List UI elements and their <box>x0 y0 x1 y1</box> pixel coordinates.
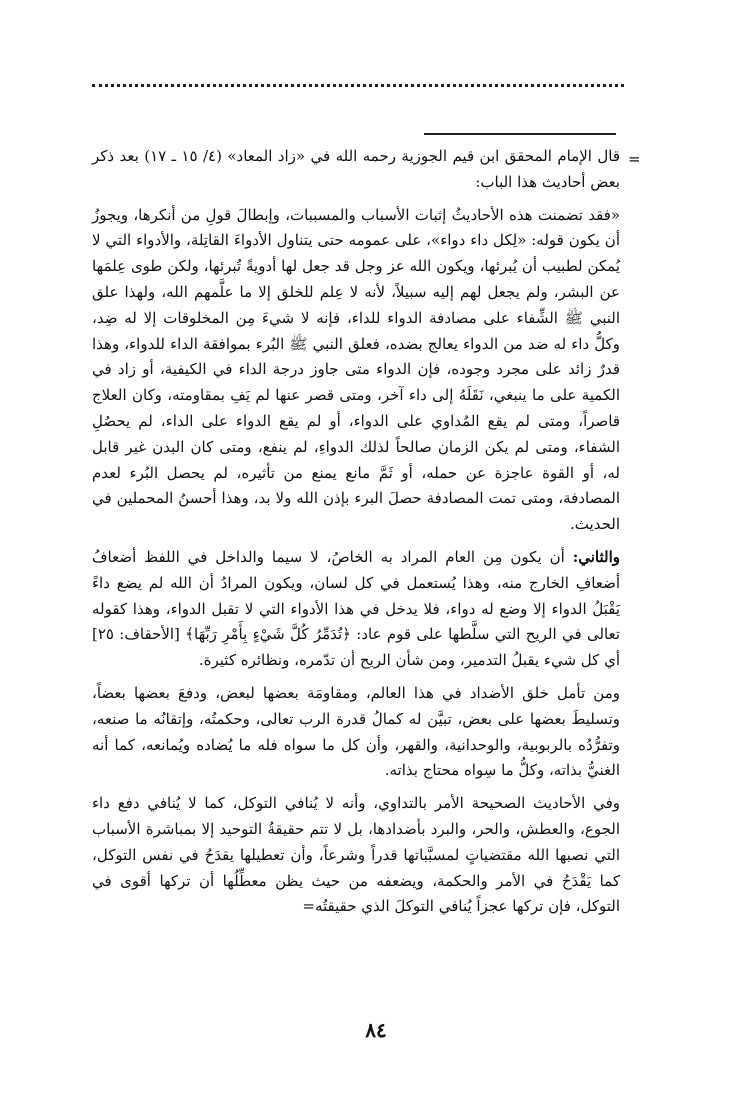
paragraph-text: قال الإمام المحقق ابن قيم الجوزية رحمه الله في «زاد المعاد» (٤/ ١٥ ـ ١٧) بعد ذكر بعض أحاديث هذا الباب: <box>92 147 620 191</box>
continuation-marker: = <box>628 150 641 168</box>
footnote-rule <box>424 133 616 135</box>
dotted-separator <box>92 84 624 87</box>
paragraph-text: ومن تأمل خلق الأضداد في هذا العالم، ومقاومَة بعضها لبعض، ودفعَ بعضها بعضاً، وتسليطَ بعضها على بعض، تبيَّن له كمالُ قدرة الرب تعالى، وحكمتُه، وإتقانُه ما صنعه، وتفرُّدُه بالربوبية، والوحدانية، والقهر، وأن كل ما سواه فله ما يُضاده ويُمانعه، كما أنه الغنيُّ بذاته، وكلُّ ما سِواه محتاج بذاته. <box>92 683 620 780</box>
opposites-paragraph <box>92 681 620 784</box>
footnote-text <box>92 144 620 927</box>
remedy-paragraph <box>92 791 620 920</box>
page-number: ٨٤ <box>365 1018 387 1042</box>
quote-paragraph <box>92 203 620 538</box>
paragraph-text: «فقد تضمنت هذه الأحاديثُ إثبات الأسباب والمسببات، وإبطالَ قولِ من أنكرها، ويجوزُ أن يكون قوله: «لِكل داء دواء»، على عمومه حتى يتناول الأدواءَ القاتِلة، والأدواء التي لا يُمكن لطبيب أن يُبرئها، ويكون الله عز وجل قد جعل لها أدويةً تُبرئها، ولكن طوى عِلمَها عن البشر، ولم يجعل لهم إليه سبيلاً، لأنه لا عِلم للخلق إلا ما علَّمهم الله، ولهذا علق النبي ﷺ الشِّفاء على مصادفة الدواء للداء، فإنه لا شيءَ مِن المخلوقات إلا له ضِد، وكلُّ داء له ضد من الدواء يعالج بضده، فعلق النبي ﷺ البُرء بموافقة الداء للدواء، وهذا قدرٌ زائد على مجرد وجوده، فإن الدواء متى جاوز درجة الداء في الكيفية، أو زاد في الكمية على ما ينبغي، نَقَلَهُ إلى داء آخر، ومتى قصر عنها لم يَفِ بمقاومته، وكان العلاج قاصراً، ومتى لم يقع المُداوي على الدواء، أو لم يقع الدواء على الداء، لم يحصُلِ الشفاء، ومتى لم يكن الزمان صالحاً لذلك الدواءِ، لم ينفع، ومتى كان البدن غير قابل له، أو القوة عاجزة عن حمله، أو ثَمَّ مانع يمنع من تأثيره، لم يحصل البُرء لعدم المصادفة، ومتى تمت المصادفة حصلَ البرء بإذن الله ولا بد، وهذا أحسنُ المحملين في الحديث. <box>92 205 620 534</box>
second-meaning-paragraph <box>92 545 620 674</box>
intro-paragraph <box>92 144 620 196</box>
paragraph-text: وفي الأحاديث الصحيحة الأمر بالتداوي، وأنه لا يُنافي التوكل، كما لا يُنافي دفع داء الجوع، والعطش، والحر، والبرد بأضدادها، بل لا تتم حقيقةُ التوحيد إلا بمباشرة الأسباب التي نصبها الله مقتضياتٍ لمسبَّباتها قدراً وشرعاً، وأن تعطيلها يقدَحُ في نفس التوكل، كما يَقْدَحُ في الأمر والحكمة، ويضعفه من حيث يظن معطِّلُها أن تركها أقوى في التوكل، فإن تركها عجزاً يُنافي التوكلَ الذي حقيقتُه= <box>92 794 620 916</box>
paragraph-text: أن يكون مِن العام المراد به الخاصُ، لا سيما والداخل في اللفظ أضعافُ أضعافِ الخارج منه، وهذا يُستعمل في كل لسان، ويكون المرادُ أن الله لم يضع داءً يَقْبَلُ الدواء إلا وضع له دواء، فلا يدخل في هذا الأدواء التي لا تقبل الدواء، وهذا كقوله تعالى في الريح التي سلَّطها على قوم عاد: ﴿تُدَمِّرُ كُلَّ شَيْءٍ بِأَمْرِ رَبِّهَا﴾ [الأحقاف: ٢٥] أي كل شيء يقبلُ التدمير، ومن شأن الريح أن تدّمره، ونظائره كثيرة. <box>92 547 620 670</box>
paragraph-lead: والثاني: <box>572 547 620 566</box>
